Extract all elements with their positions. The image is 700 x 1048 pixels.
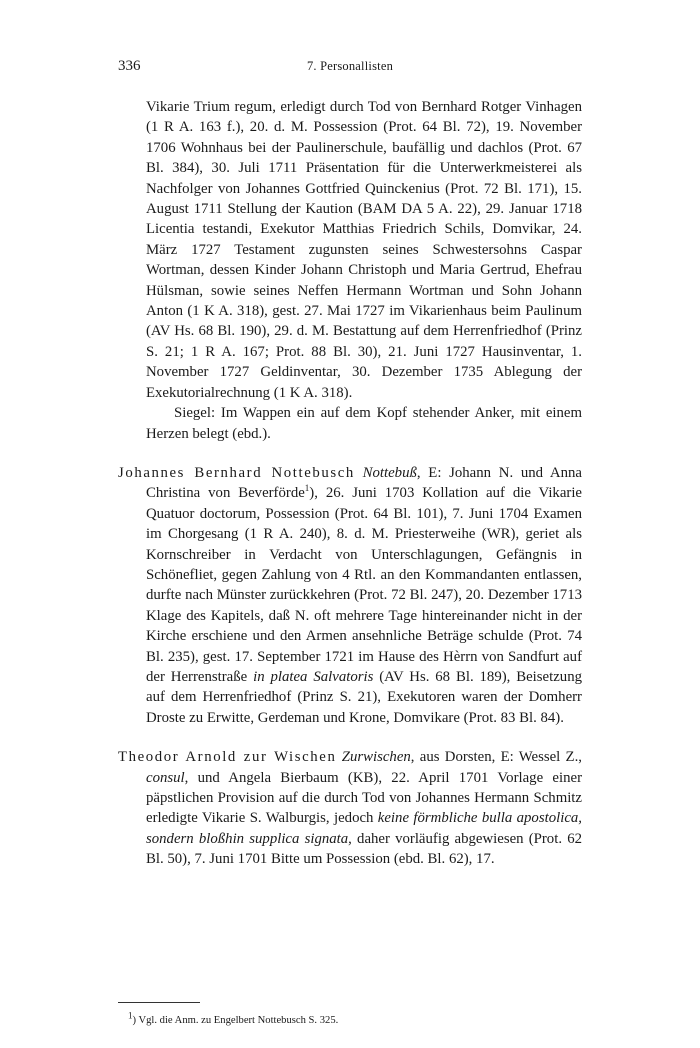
entry-zur-wischen: Theodor Arnold zur Wischen Zurwischen, aus Dorsten, E: Wessel Z., consul, und Angela Bierbaum (KB), 22. April 1701 Vorlage einer päpstlichen Provision auf die durch Tod von Johannes Hermann Schmitz erledigte Vikarie S. Walburgis, jedoch keine förmbliche bulla apostolica, sondern bloßhin supplica signata, daher vorläufig abgewiesen (Prot. 62 Bl. 50), 7. Juni 1701 Bitte um Possession (ebd. Bl. 62), 17. <box>118 749 582 868</box>
footnote-mark: 1 <box>128 1010 133 1021</box>
footnote-divider <box>118 1002 200 1003</box>
running-head: 7. Personallisten <box>306 59 394 73</box>
footnote <box>118 1010 339 1026</box>
name-variant: Zurwischen <box>341 749 411 766</box>
page-body <box>118 97 582 870</box>
entry-name: Johannes Bernhard Nottebusch <box>118 464 355 481</box>
footnote-text: ) Vgl. die Anm. zu Engelbert Nottebusch S. 325. <box>132 1015 339 1026</box>
page-number: 336 <box>118 58 141 74</box>
seal-description: Siegel: Im Wappen ein auf dem Kopf stehender Anker, mit einem Herzen belegt (ebd.). <box>146 405 582 442</box>
entry-name: Theodor Arnold zur Wischen <box>118 749 337 766</box>
entry-nottebusch: Johannes Bernhard Nottebusch Nottebuß, E: Johann N. und Anna Christina von Beverförde$^1$), 26. Juni 1703 Kollation auf die Vikarie Quatuor doctorum, Possession (Prot. 64 Bl. 101), 7. Juni 1704 Examen im Chorgesang (1 R A. 240), 8. d. M. Priesterweihe (WR), geriet als Kornschreiber in Verdacht von Unterschlagungen, Gefängnis in Schönefliet, gegen Zahlung von 4 Rtl. an den Kommandanten entlassen, durfte nach Münster zurückkehren (Prot. 72 Bl. 247), 20. Dezember 1713 Klage des Kapitels, daß N. oft mehrere Tage hintereinander nicht in der Kirche erschiene und den Armen ansehnliche Beträge schulde (Prot. 74 Bl. 235), gest. 17. September 1721 im Hause des Hèrrn von Sandfurt auf der Herrenstraße in platea Salvatoris (AV Hs. 68 Bl. 189), Beisetzung auf dem Herrenfriedhof (Prinz S. 21), Exekutoren waren der Domherr Droste zu Erwitte, Gerdeman und Krone, Domvikare (Prot. 83 Bl. 84). <box>118 464 582 726</box>
name-variant: Nottebuß <box>362 464 417 481</box>
page-header <box>0 58 700 78</box>
footnote-ref[interactable]: 1 <box>304 483 310 494</box>
latin-quote: keine förmbliche bulla apostolica, sondern bloßhin supplica signata <box>146 810 582 847</box>
entry-continuation: Vikarie Trium regum, erledigt durch Tod von Bernhard Rotger Vinhagen (1 R A. 163 f.), 20. d. M. Possession (Prot. 64 Bl. 72), 19. November 1706 Wohnhaus bei der Paulinerschule, baufällig und dachlos (Prot. 67 Bl. 384), 30. Juli 1711 Präsentation für die Unterwerkmeisterei als Nachfolger von Johannes Gottfried Quinckenius (Prot. 72 Bl. 171), 15. August 1711 Stellung der Kaution (BAM DA 5 A. 22), 29. Januar 1718 Licentia testandi, Exekutor Matthias Friedrich Schils, Domvikar, 24. März 1727 Testament zugunsten seines Schwestersohns Caspar Wortman, dessen Kinder Johann Christoph und Maria Gertrud, Ehefrau Hülsman, sowie seines Neffen Hermann Wortman und Sohn Johann Anton (1 K A. 318), gest. 27. Mai 1727 im Vikarienhaus beim Paulinum (AV Hs. 68 Bl. 190), 29. d. M. Bestattung auf dem Herrenfriedhof (Prinz S. 21; 1 R A. 167; Prot. 88 Bl. 30), 21. Juni 1727 Hausinventar, 1. November 1727 Geldinventar, 30. Dezember 1735 Ablegung der Exekutorialrechnung (1 K A. 318). <box>146 99 582 401</box>
